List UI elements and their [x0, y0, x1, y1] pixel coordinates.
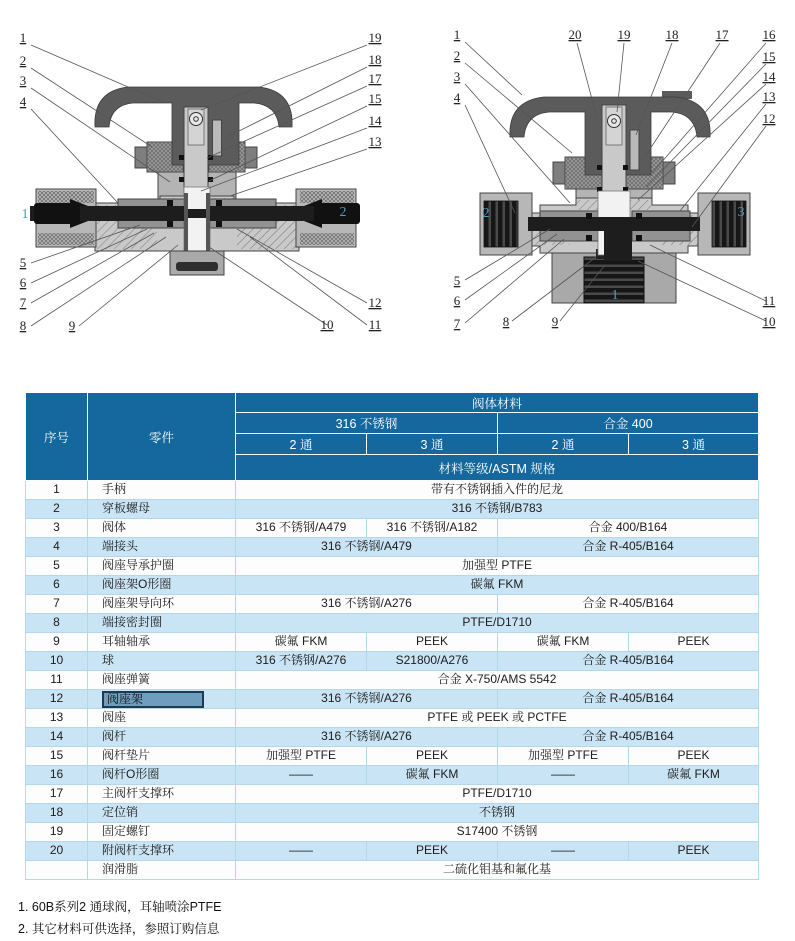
- row-material-value: 合金 400/B164: [498, 519, 759, 538]
- callout-number: 17: [715, 27, 729, 42]
- row-material-value: PEEK: [629, 633, 759, 652]
- row-material-value: 316 不锈钢/A276: [236, 690, 498, 709]
- valve-body-group: [30, 87, 360, 275]
- tube-nut-knurl: [300, 233, 354, 245]
- row-no: 17: [26, 785, 88, 804]
- row-no: 12: [26, 690, 88, 709]
- fixing-screw-icon: [608, 115, 621, 128]
- col-sub-2way-alloy: 2 通: [498, 434, 629, 455]
- row-no: 8: [26, 614, 88, 633]
- port-number: 1: [21, 207, 29, 222]
- callout-number: 8: [19, 318, 27, 333]
- col-sub-3way-alloy: 3 通: [629, 434, 759, 455]
- row-no: 16: [26, 766, 88, 785]
- callout-number: 7: [19, 295, 27, 310]
- row-material-value: PEEK: [367, 633, 498, 652]
- table-row: [26, 671, 759, 690]
- footnotes: [18, 896, 222, 940]
- selected-part-highlight[interactable]: 阀座架: [102, 691, 204, 708]
- row-material-value: ——: [236, 766, 367, 785]
- row-material-value: ——: [236, 842, 367, 861]
- callout-number: 6: [19, 275, 27, 290]
- row-part-name: 手柄: [88, 481, 236, 500]
- row-part-name: [88, 690, 236, 709]
- table-row: [26, 652, 759, 671]
- materials-table: [25, 392, 759, 880]
- materials-table-body: [26, 481, 759, 880]
- materials-table-header: [26, 393, 759, 481]
- row-material-value: ——: [498, 842, 629, 861]
- callout-number: 8: [502, 314, 510, 329]
- row-part-name: 阀杆垫片: [88, 747, 236, 766]
- ball-edge: [206, 193, 210, 251]
- port-number: 3: [737, 205, 745, 220]
- row-part-name: 端接密封圈: [88, 614, 236, 633]
- callout-number: 9: [551, 314, 559, 329]
- callout-number: 15: [762, 49, 776, 64]
- trunnion-bearing: [176, 262, 218, 271]
- row-material-value: 316 不锈钢/A276: [236, 595, 498, 614]
- row-material-value: 316 不锈钢/A479: [236, 519, 367, 538]
- col-sub-2way-ss: 2 通: [236, 434, 367, 455]
- row-material-value: 加强型 PTFE: [236, 747, 367, 766]
- row-part-name: 阀杆O形圈: [88, 766, 236, 785]
- row-no: 10: [26, 652, 88, 671]
- fixing-screw-icon: [190, 113, 203, 126]
- table-row: [26, 861, 759, 880]
- port-number: 1: [611, 288, 619, 303]
- row-part-name: 阀座导承护圈: [88, 557, 236, 576]
- row-part-name: 穿板螺母: [88, 500, 236, 519]
- callout-number: 10: [762, 314, 776, 329]
- table-row: [26, 557, 759, 576]
- row-no: 5: [26, 557, 88, 576]
- row-no: 11: [26, 671, 88, 690]
- col-header-no: 序号: [26, 393, 88, 481]
- callout-number: 6: [453, 293, 461, 308]
- footnote-1: 1. 60B系列2 通球阀，耳轴喷涂PTFE: [18, 900, 222, 914]
- tube-nut-knurl: [38, 233, 94, 245]
- row-material-value: 不锈钢: [236, 804, 759, 823]
- callout-number: 20: [568, 27, 582, 42]
- elbow-vertical: [604, 225, 632, 261]
- ball-edge: [184, 193, 188, 251]
- row-material-value: 加强型 PTFE: [498, 747, 629, 766]
- callout-number: 16: [762, 27, 776, 42]
- row-part-name: 阀座架导向环: [88, 595, 236, 614]
- callout-number: 4: [453, 90, 461, 105]
- row-no: 3: [26, 519, 88, 538]
- panel-nut-wing-left: [553, 162, 565, 184]
- row-part-name: 润滑脂: [88, 861, 236, 880]
- row-material-value: 合金 R-405/B164: [498, 595, 759, 614]
- table-row: [26, 500, 759, 519]
- callout-number: 5: [19, 255, 27, 270]
- callout-number: 19: [368, 30, 382, 45]
- row-material-value: 316 不锈钢/A479: [236, 538, 498, 557]
- table-row: [26, 804, 759, 823]
- row-material-value: S17400 不锈钢: [236, 823, 759, 842]
- table-row: [26, 842, 759, 861]
- callout-number: 2: [19, 53, 27, 68]
- row-part-name: 耳轴轴承: [88, 633, 236, 652]
- panel-nut-wing-right: [663, 162, 675, 184]
- row-no: 15: [26, 747, 88, 766]
- row-part-name: 阀座弹簧: [88, 671, 236, 690]
- body-thread-hatch: [629, 200, 651, 210]
- callout-number: 12: [368, 295, 382, 310]
- panel-nut-wing-right: [245, 147, 257, 168]
- row-part-name: 球: [88, 652, 236, 671]
- table-row: [26, 481, 759, 500]
- callout-number: 11: [368, 317, 382, 332]
- callout-number: 4: [19, 94, 27, 109]
- row-no: 19: [26, 823, 88, 842]
- tube-nut-knurl: [300, 191, 354, 203]
- table-row: [26, 690, 759, 709]
- row-no: 4: [26, 538, 88, 557]
- row-material-value: 碳氟 FKM: [236, 633, 367, 652]
- callout-number: 7: [453, 316, 461, 331]
- col-sub-3way-ss: 3 通: [367, 434, 498, 455]
- callout-number: 3: [19, 73, 27, 88]
- row-part-name: 阀座: [88, 709, 236, 728]
- table-row: [26, 595, 759, 614]
- locating-pin: [213, 120, 222, 156]
- tube-right: [630, 217, 700, 231]
- port-number: 2: [339, 205, 347, 220]
- table-row: [26, 614, 759, 633]
- row-part-name: 主阀杆支撑环: [88, 785, 236, 804]
- col-header-body-material: 阀体材料: [236, 393, 759, 413]
- row-material-value: PEEK: [629, 747, 759, 766]
- two-way-valve-diagram: [0, 15, 400, 345]
- locating-pin: [630, 130, 639, 170]
- body-thread-hatch: [577, 200, 599, 210]
- col-header-grade: 材料等级/ASTM 规格: [236, 455, 759, 481]
- row-material-value: 合金 R-405/B164: [498, 728, 759, 747]
- tube-nut-knurl: [38, 191, 94, 203]
- footnote-2: 2. 其它材料可供选择，参照订购信息: [18, 922, 220, 936]
- col-header-part: 零件: [88, 393, 236, 481]
- row-no: [26, 861, 88, 880]
- row-no: 1: [26, 481, 88, 500]
- row-no: 20: [26, 842, 88, 861]
- callout-number: 1: [453, 27, 461, 42]
- callout-number: 10: [320, 317, 334, 332]
- row-material-value: 316 不锈钢/A182: [367, 519, 498, 538]
- three-way-valve-diagram: [400, 15, 795, 345]
- row-material-value: 316 不锈钢/A276: [236, 728, 498, 747]
- row-part-name: 阀体: [88, 519, 236, 538]
- col-group-316ss: 316 不锈钢: [236, 413, 498, 434]
- callout-number: 14: [762, 69, 776, 84]
- row-no: 9: [26, 633, 88, 652]
- ball-bore: [188, 209, 206, 218]
- row-material-value: PTFE/D1710: [236, 785, 759, 804]
- row-material-value: 合金 R-405/B164: [498, 690, 759, 709]
- row-material-value: 碳氟 FKM: [367, 766, 498, 785]
- row-material-value: 加强型 PTFE: [236, 557, 759, 576]
- tube-left: [528, 217, 598, 231]
- row-part-name: 端接头: [88, 538, 236, 557]
- table-row: [26, 823, 759, 842]
- table-row: [26, 785, 759, 804]
- row-material-value: PEEK: [367, 842, 498, 861]
- row-no: 2: [26, 500, 88, 519]
- callout-number: 13: [368, 134, 382, 149]
- callout-number: 19: [617, 27, 631, 42]
- row-part-name: 阀杆: [88, 728, 236, 747]
- callout-number: 14: [368, 113, 382, 128]
- callout-number: 5: [453, 273, 461, 288]
- row-material-value: ——: [498, 766, 629, 785]
- callout-number: 13: [762, 89, 776, 104]
- row-material-value: 碳氟 FKM: [498, 633, 629, 652]
- callout-number: 12: [762, 111, 776, 126]
- table-row: [26, 747, 759, 766]
- row-material-value: PTFE/D1710: [236, 614, 759, 633]
- row-no: 13: [26, 709, 88, 728]
- row-no: 6: [26, 576, 88, 595]
- row-no: 18: [26, 804, 88, 823]
- row-material-value: 合金 X-750/AMS 5542: [236, 671, 759, 690]
- row-part-name: 固定螺钉: [88, 823, 236, 842]
- row-material-value: PTFE 或 PEEK 或 PCTFE: [236, 709, 759, 728]
- table-row: [26, 728, 759, 747]
- row-material-value: 碳氟 FKM: [236, 576, 759, 595]
- row-material-value: 316 不锈钢/A276: [236, 652, 367, 671]
- table-row: [26, 519, 759, 538]
- callout-number: 2: [453, 48, 461, 63]
- valve-body-group: [480, 91, 750, 303]
- tube-end-right: [314, 203, 360, 224]
- callout-number: 9: [68, 318, 76, 333]
- row-material-value: PEEK: [367, 747, 498, 766]
- callout-number: 18: [665, 27, 679, 42]
- row-no: 14: [26, 728, 88, 747]
- col-group-alloy400: 合金 400: [498, 413, 759, 434]
- row-no: 7: [26, 595, 88, 614]
- tube-end-left: [34, 203, 80, 224]
- row-part-name: 阀座架O形圈: [88, 576, 236, 595]
- row-material-value: S21800/A276: [367, 652, 498, 671]
- callout-number: 1: [19, 30, 27, 45]
- row-material-value: 带有不锈钢插入件的尼龙: [236, 481, 759, 500]
- table-row: [26, 633, 759, 652]
- callout-number: 3: [453, 69, 461, 84]
- row-material-value: PEEK: [629, 842, 759, 861]
- table-row: [26, 538, 759, 557]
- port-number: 2: [482, 206, 490, 221]
- table-row: [26, 766, 759, 785]
- row-material-value: 316 不锈钢/B783: [236, 500, 759, 519]
- callout-number: 17: [368, 71, 382, 86]
- row-material-value: 合金 R-405/B164: [498, 652, 759, 671]
- callout-number: 15: [368, 91, 382, 106]
- row-part-name: 附阀杆支撑环: [88, 842, 236, 861]
- row-material-value: 二硫化钼基和氟化基: [236, 861, 759, 880]
- row-material-value: 碳氟 FKM: [629, 766, 759, 785]
- callout-number: 11: [762, 293, 776, 308]
- callout-number: 18: [368, 52, 382, 67]
- row-material-value: 合金 R-405/B164: [498, 538, 759, 557]
- row-part-name: 定位销: [88, 804, 236, 823]
- table-row: [26, 709, 759, 728]
- table-row: [26, 576, 759, 595]
